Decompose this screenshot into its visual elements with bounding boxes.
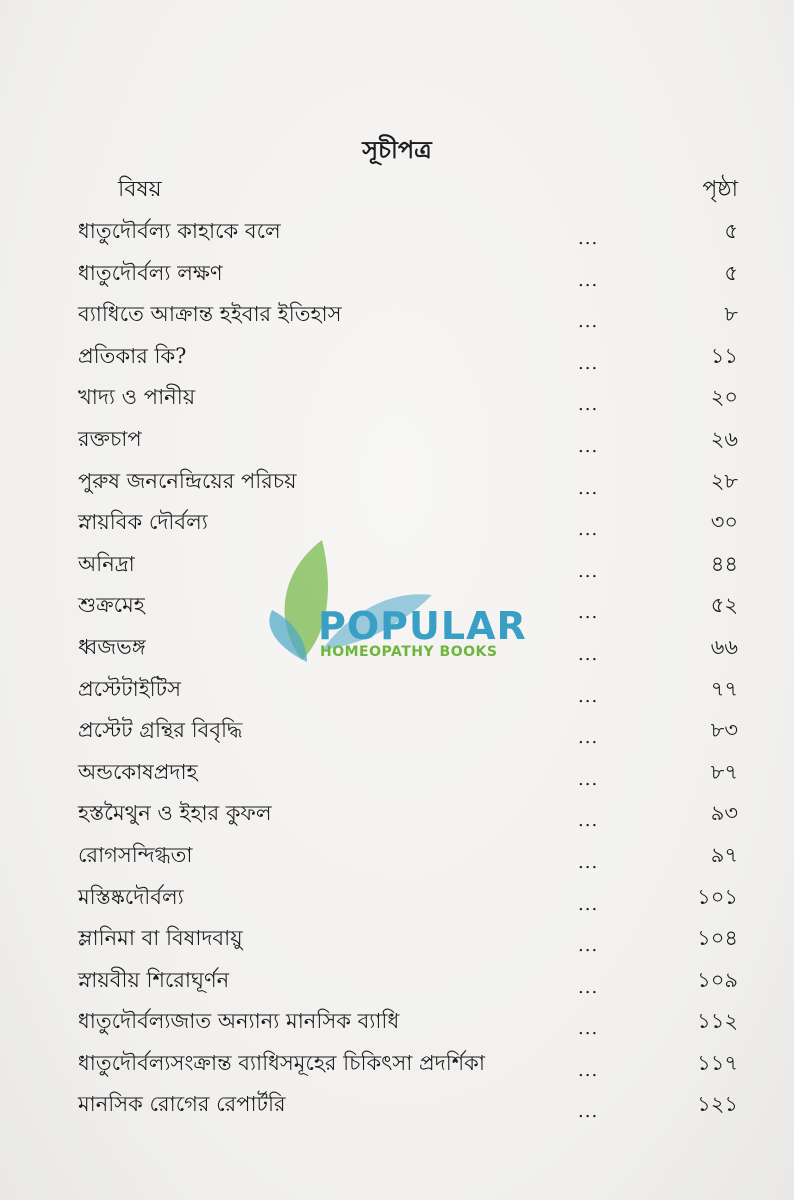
toc-row (78, 212, 738, 254)
toc-row (78, 961, 738, 1003)
toc-entry-title: প্রস্টেটাইটিস (78, 676, 181, 701)
toc-dots: ... (578, 1059, 599, 1081)
toc-row (78, 462, 738, 504)
toc-row (78, 919, 738, 961)
toc-entry-page: ৯৩ (710, 801, 738, 826)
toc-entry-page: ১০৯ (697, 967, 738, 992)
subject-header: বিষয় (118, 177, 162, 202)
toc-dots: ... (578, 311, 599, 333)
toc-dots: ... (578, 685, 599, 707)
toc-dots: ... (578, 810, 599, 832)
toc-row (78, 378, 738, 420)
toc-entry-title: ধ্বজভঙ্গ (78, 634, 146, 659)
toc-entry-page: ৫ (724, 219, 738, 243)
toc-entry-page: ৮৩ (710, 718, 738, 743)
toc-entry-page: ৩০ (710, 510, 738, 535)
toc-entry-page: ২৮ (710, 468, 738, 493)
toc-entry-page: ৮৭ (710, 759, 738, 784)
toc-row (78, 878, 738, 920)
toc-entry-title: প্রতিকার কি? (78, 343, 187, 368)
watermark-brand: POPULAR (318, 604, 527, 648)
toc-entry-page: ১০৪ (697, 926, 738, 951)
toc-entry-page: ১০১ (697, 884, 738, 909)
toc-dots: ... (578, 935, 599, 957)
toc-entry-title: প্রস্টেট গ্রন্থির বিবৃদ্ধি (78, 718, 243, 743)
toc-entry-page: ২৬ (710, 426, 738, 451)
toc-row (78, 1044, 738, 1086)
toc-row (78, 711, 738, 753)
toc-dots: ... (578, 519, 599, 541)
toc-entry-title: অন্ডকোষপ্রদাহ (78, 759, 198, 784)
toc-dots: ... (578, 228, 599, 249)
toc-entry-title: পুরুষ জননেন্দ্রিয়ের পরিচয় (78, 468, 297, 493)
toc-entry-title: ধাতুদৌর্বল্যজাত অন্যান্য মানসিক ব্যাধি (78, 1009, 400, 1034)
toc-entry-title: ধাতুদৌর্বল্য লক্ষণ (78, 260, 223, 285)
toc-entry-page: ৫ (724, 260, 738, 285)
toc-entry-page: ১১২ (697, 1009, 738, 1034)
toc-entry-title: অনিদ্রা (78, 551, 135, 576)
toc-dots: ... (578, 1101, 599, 1123)
toc-dots: ... (578, 893, 599, 915)
toc-entry-title: স্নায়বিক দৌর্বল্য (78, 510, 208, 535)
toc-entry-title: মস্তিষ্কদৌর্বল্য (78, 884, 184, 909)
toc-row (78, 794, 738, 836)
toc-dots: ... (578, 602, 599, 624)
toc-row (78, 254, 738, 296)
toc-dots: ... (578, 643, 599, 665)
toc-dots: ... (578, 851, 599, 873)
toc-entry-title: হস্তমৈথুন ও ইহার কুফল (78, 801, 272, 826)
toc-entry-title: মানসিক রোগের রেপার্টরি (78, 1092, 286, 1117)
toc-entry-page: ৪৪ (710, 551, 738, 576)
toc-dots: ... (578, 727, 599, 749)
toc-entry-page: ১২১ (697, 1092, 738, 1117)
toc-entry-page: ৫২ (710, 593, 738, 618)
toc-entry-page: ৯৭ (710, 842, 738, 867)
toc-entry-title: ম্লানিমা বা বিষাদবায়ু (78, 926, 243, 951)
toc-dots: ... (578, 394, 599, 416)
toc-row (78, 1085, 738, 1127)
toc-entry-page: ৬৬ (710, 634, 738, 659)
toc-entry-page: ৮ (724, 302, 738, 327)
toc-row (78, 420, 738, 462)
toc-entry-page: ১১ (710, 343, 738, 368)
toc-row (78, 337, 738, 379)
toc-entry-title: খাদ্য ও পানীয় (78, 385, 196, 410)
toc-row (78, 1002, 738, 1044)
toc-entry-page: ১১৭ (697, 1050, 738, 1075)
toc-entry-page: ৭৭ (710, 676, 738, 701)
toc-entry-title: ধাতুদৌর্বল্য কাহাকে বলে (78, 219, 281, 243)
toc-row (78, 503, 738, 545)
toc-dots: ... (578, 477, 599, 499)
toc-dots: ... (578, 976, 599, 998)
toc-row (78, 836, 738, 878)
toc-entry-title: শুক্রমেহ (78, 593, 145, 618)
toc-row (78, 670, 738, 712)
toc-header (78, 172, 738, 208)
toc-entry-title: স্নায়বীয় শিরোঘূর্ণন (78, 967, 230, 992)
watermark-subtitle: HOMEOPATHY BOOKS (320, 644, 498, 660)
page-title: সূচীপত্র (362, 135, 432, 164)
toc-entry-title: রোগসন্দিগ্ধতা (78, 842, 193, 867)
toc-entry-title: ধাতুদৌর্বল্যসংক্রান্ত ব্যাধিসমূহের চিকিৎসা প্রদর্শিকা (78, 1050, 485, 1075)
page-header: পৃষ্ঠা (702, 177, 738, 202)
toc-entry-title: রক্তচাপ (78, 426, 142, 451)
toc-dots: ... (578, 1018, 599, 1040)
toc-dots: ... (578, 560, 599, 582)
toc-dots: ... (578, 352, 599, 374)
toc-row (78, 753, 738, 795)
toc-row (78, 295, 738, 337)
toc-dots: ... (578, 768, 599, 790)
toc-entry-page: ২০ (710, 385, 738, 410)
toc-entry-title: ব্যাধিতে আক্রান্ত হইবার ইতিহাস (78, 302, 342, 327)
toc-dots: ... (578, 269, 599, 291)
toc-dots: ... (578, 435, 599, 457)
